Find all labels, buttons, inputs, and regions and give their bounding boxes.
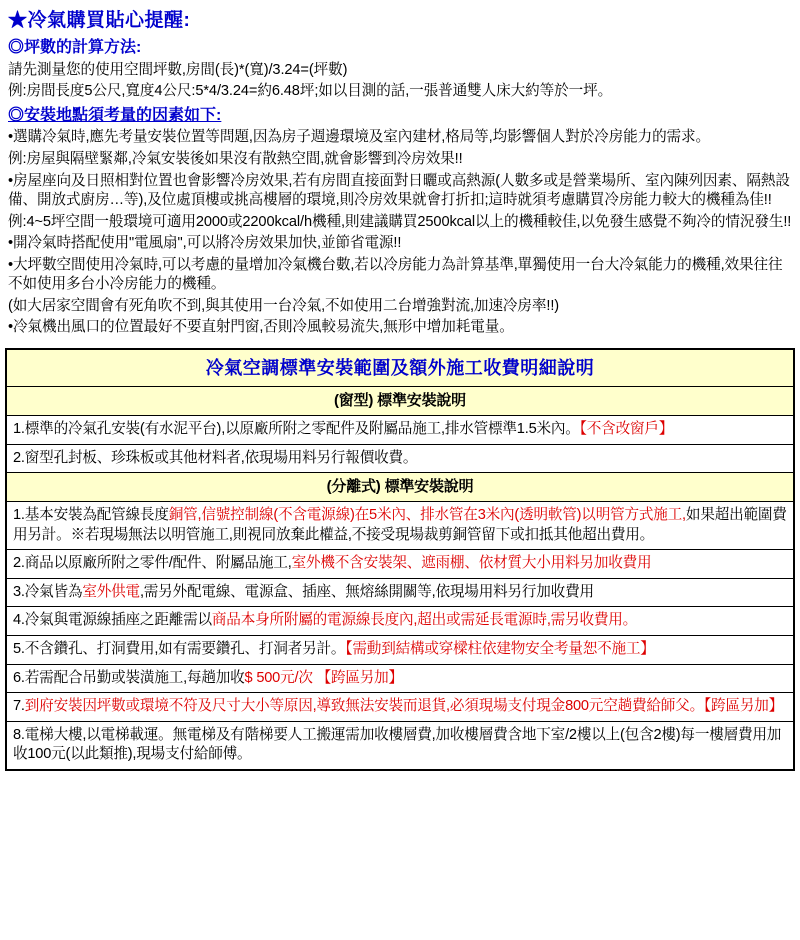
table-row: [7, 416, 793, 445]
split-item-5: [7, 636, 793, 664]
item-text: 如果超出範圍費用另計。※若現場無法以明管施工,則視同放棄此權益,不接受現場裁剪銅管留下或扣抵其他超出費用。: [13, 507, 787, 543]
item-text: 商品以原廠所附之零件/配件、附屬品施工,: [24, 555, 292, 572]
table-row: [7, 473, 793, 502]
item-text-highlight: 到府安裝因坪數或環境不符及尺寸大小等原因,導致無法安裝而退貨,必須現場支付現金800元空趟費給師父。【跨區另加】: [24, 698, 784, 715]
table-row: [7, 579, 793, 608]
table-row: [7, 445, 793, 474]
table-row: [7, 502, 793, 550]
table-sub-header-split: (分離式) 標準安裝說明: [7, 473, 793, 501]
table-row: [7, 550, 793, 579]
item-number: 1.: [13, 421, 25, 438]
item-text-highlight: 【需動到結構或穿樑柱依建物安全考量恕不施工】: [345, 641, 655, 658]
window-item-2: [7, 445, 793, 473]
factor-item: (如大居家空間會有死角吹不到,與其使用一台冷氣,不如使用二台增強對流,加速冷房率!!): [8, 297, 560, 314]
factor-item: 例:4~5坪空間一般環境可適用2000或2200kcal/h機種,則建議購買2500kcal以上的機種較佳,以免發生感覺不夠冷的情況發生!!: [8, 213, 792, 230]
table-row: [7, 607, 793, 636]
item-text-highlight: 室外供電: [82, 583, 140, 600]
item-number: 1.: [13, 507, 25, 524]
item-text-highlight: 【不含改窗戶】: [579, 421, 674, 438]
item-number: 4.: [13, 612, 25, 629]
split-item-1: [7, 502, 793, 549]
calculation-line-2: 例:房間長度5公尺,寬度4公尺:5*4/3.24=約6.48坪;如以目測的話,一張普通雙人床大約等於一坪。: [8, 83, 613, 100]
table-sub-header-window: (窗型) 標準安裝說明: [7, 387, 793, 415]
table-row: [7, 350, 793, 387]
item-number: 8.: [13, 726, 25, 743]
item-number: 7.: [13, 698, 25, 715]
item-text: 電梯大樓,以電梯載運。無電梯及有階梯要人工搬運需加收樓層費,加收樓層費含地下室/2樓以上(包含2樓)每一樓層費用加收100元(以此類推),現場支付給師傅。: [13, 726, 782, 763]
table-row: [7, 722, 793, 769]
split-item-3: [7, 579, 793, 607]
tips-section: [0, 0, 800, 338]
item-text: ,需另外配電線、電源盒、插座、無熔絲開關等,依現場用料另行加收費用: [139, 583, 594, 600]
item-text-highlight: $ 500元/次 【跨區另加】: [244, 669, 403, 686]
item-text: 冷氣皆為: [24, 583, 83, 600]
split-item-7: [7, 693, 793, 721]
page-title: ★冷氣購買貼心提醒:: [8, 10, 191, 31]
factor-item: •冷氣機出風口的位置最好不要直射門窗,否則冷風較易流失,無形中增加耗電量。: [8, 319, 514, 336]
item-text: 不含鑽孔、打洞費用,如有需要鑽孔、打洞者另計。: [24, 641, 346, 658]
table-row: [7, 636, 793, 665]
factor-item: •開冷氣時搭配使用"電風扇",可以將冷房效果加快,並節省電源!!: [8, 235, 402, 252]
window-item-1: [7, 416, 793, 444]
item-number: 2.: [13, 449, 25, 466]
factor-item: •房屋座向及日照相對位置也會影響冷房效果,若有房間直接面對日曬或高熱源(人數多或是營業場所、室內陳列因素、隔熱設備、開放式廚房…等),及位處頂樓或挑高樓層的環境,則冷房效果就會打折扣;這時就須考慮購買冷房能力較大的機種為佳!!: [8, 172, 790, 209]
table-row: [7, 387, 793, 416]
item-number: 6.: [13, 669, 25, 686]
item-text-highlight: 商品本身所附屬的電源線長度內,超出或需延長電源時,需另收費用。: [211, 612, 638, 629]
item-text-highlight: 銅管,信號控制線(不含電源線)在5米內、排水管在3米內(透明軟管)以明管方式施工,: [168, 507, 686, 524]
split-item-6: [7, 665, 793, 693]
table-main-header: 冷氣空調標準安裝範圍及額外施工收費明細說明: [7, 350, 793, 386]
item-number: 3.: [13, 583, 25, 600]
table-row: [7, 665, 793, 694]
item-text: 窗型孔封板、珍珠板或其他材料者,依現場用料另行報價收費。: [24, 449, 418, 466]
split-item-4: [7, 607, 793, 635]
section-heading-factors: ◎安裝地點須考量的因素如下:: [8, 106, 222, 124]
table-row: [7, 693, 793, 722]
factor-item: •選購冷氣時,應先考量安裝位置等問題,因為房子週邊環境及室內建材,格局等,均影響個人對於冷房能力的需求。: [8, 129, 711, 146]
split-item-8: [7, 722, 793, 769]
factor-item: 例:房屋與隔壁緊鄰,冷氣安裝後如果沒有散熱空間,就會影響到冷房效果!!: [8, 150, 463, 167]
installation-scope-table: [5, 348, 795, 771]
item-text-highlight: 室外機不含安裝架、遮雨棚、依材質大小用料另加收費用: [291, 555, 652, 572]
item-text: 若需配合吊勤或裝潢施工,每趟加收: [24, 669, 245, 686]
factor-item: •大坪數空間使用冷氣時,可以考慮的量增加冷氣機台數,若以冷房能力為計算基準,單獨使用一台大冷氣能力的機種,效果往往不如使用多台小冷房能力的機種。: [8, 256, 783, 293]
item-text: 標準的冷氣孔安裝(有水泥平台),以原廠所附之零配件及附屬品施工,排水管標準1.5米內。: [24, 421, 580, 438]
item-number: 2.: [13, 555, 25, 572]
item-text: 冷氣與電源線插座之距離需以: [24, 612, 212, 629]
calculation-line-1: 請先測量您的使用空間坪數,房間(長)*(寬)/3.24=(坪數): [8, 61, 348, 78]
split-item-2: [7, 550, 793, 578]
section-heading-calculation: ◎坪數的計算方法:: [8, 39, 142, 57]
item-text: 基本安裝為配管線長度: [24, 507, 169, 524]
item-number: 5.: [13, 641, 25, 658]
